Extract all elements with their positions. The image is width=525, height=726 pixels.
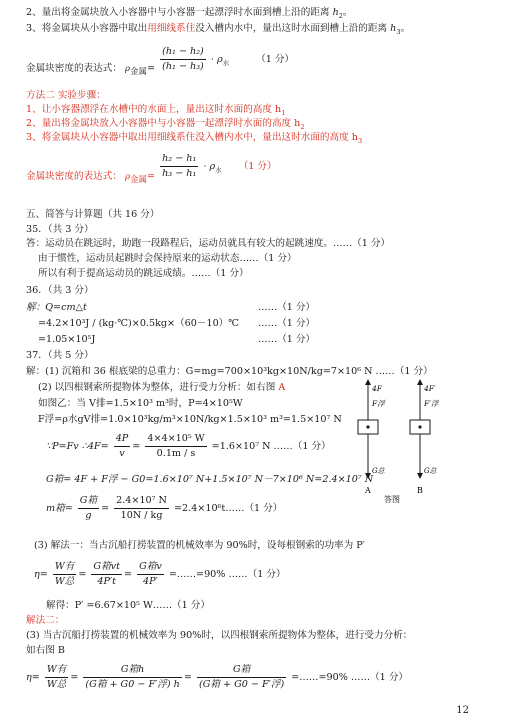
force-b-label: B bbox=[417, 486, 423, 495]
q37-line-5: ∵P=Fv ∴4F= $\frac{4P}{v}$ = $\frac{\text{4×4×10⁵ W}}{0.1m / s}$ =1.6×10⁷ N ……（1 分） bbox=[46, 433, 331, 459]
q35-heading: 35．（共 3 分） bbox=[26, 224, 94, 235]
step-3-text: 3、将金属块从小容器中取出用细线系住没入槽内水中，量出这时水面到槽上沿的距离 $h_3$。 bbox=[26, 23, 411, 36]
q35-answer-1: 答：运动员在跳远时，助跑一段路程后，运动员就具有较大的起跳速度。……（1 分） bbox=[26, 238, 391, 249]
q37-part-3-figure-ref: 如右图 B bbox=[26, 645, 65, 656]
q37-line-1: 解：(1) 沉箱和 36 根底梁的总重力：G=mg=700×10³kg×10N/kg=7×10⁶ N ……（1 分） bbox=[26, 366, 433, 377]
method-2-step-3: 3、将金属块从小容器中取出用细线系住没入槽内水中，量出这时水面的高度 $h_3$ bbox=[26, 132, 363, 145]
efficiency-formula-2: η= $\frac{\text{W有}}{\text{W总}}$ = $\frac{\text{G箱h}}{\text{(G箱 + G0 − F′浮) h}}$ = $\frac{\text{G箱}}{\text{(G箱 + G0 − F′浮)}}$ =……=90% ……（1 分） bbox=[26, 664, 409, 690]
q36-line-1-score: ……（1 分） bbox=[258, 302, 316, 313]
force-a-label: A bbox=[365, 486, 371, 495]
q36-line-2: =4.2×10³J / (kg·℃)×0.5kg×（60－10）℃ bbox=[38, 318, 240, 329]
q36-line-3-score: ……（1 分） bbox=[258, 334, 316, 345]
q35-answer-3: 所以有利于提高运动员的跳远成绩。……（1 分） bbox=[38, 268, 249, 279]
q37-line-2: (2) 以四根钢索所提物体为整体，进行受力分析：如右图 A bbox=[38, 382, 286, 393]
method-2-title: 方法二 实验步骤： bbox=[26, 90, 106, 101]
step-2-text: 2、量出将金属块放入小容器中与小容器一起漂浮时水面到槽上沿的距离 $h_2$。 bbox=[26, 7, 353, 20]
method-2-step-2: 2、量出将金属块放入小容器中与小容器一起漂浮时水面的高度 $h_2$ bbox=[26, 118, 305, 131]
method-2-step-1: 1、让小容器漂浮在水槽中的水面上，量出这时水面的高度 $h_1$ bbox=[26, 104, 286, 117]
q37-line-6: G箱= 4F + F浮 − G0=1.6×10⁷ N+1.5×10⁷ N－7×10⁶ N=2.4×10⁷ N bbox=[46, 474, 374, 485]
q36-line-1: 解：Q=cm△t bbox=[26, 302, 87, 313]
q35-answer-2: 由于惯性，运动员起跳时会保持原来的运动状态……（1 分） bbox=[38, 253, 297, 264]
section-5-heading: 五、简答与计算题（共 16 分） bbox=[26, 209, 160, 220]
solution-p-prime: 解得：P′ =6.67×10⁵ W……（1 分） bbox=[46, 600, 210, 611]
q37-heading: 37．（共 5 分） bbox=[26, 350, 94, 361]
q37-part-3-method-1: (3) 解法一：当古沉船打捞装置的机械效率为 90%时，设每根钢索的功率为 P′ bbox=[34, 540, 365, 551]
q37-line-4: F浮=ρ水gV排=1.0×10³kg/m³×10N/kg×1.5×10³ m³=1.5×10⁷ N bbox=[38, 414, 342, 425]
force-a-top: 4F bbox=[372, 384, 382, 393]
q37-line-3: 如图乙：当 V排=1.5×10³ m³时，P=4×10⁵W bbox=[38, 398, 243, 409]
method-2-label: 解法二： bbox=[26, 615, 65, 626]
force-a-bottom: G总 bbox=[372, 467, 385, 475]
force-diagram-caption: 答图 bbox=[384, 495, 400, 503]
efficiency-formula-1: η= $\frac{\text{W有}}{\text{W总}}$ = $\frac{\text{G箱vt}}{4P't}$ = $\frac{\text{G箱v}}{4P'}$ =……=90% ……（1 分） bbox=[34, 561, 286, 587]
force-b-top: 4F′ bbox=[424, 384, 436, 393]
force-b-bottom: G总 bbox=[424, 467, 437, 475]
force-diagram-a bbox=[358, 382, 386, 495]
q37-part-3-method-2: (3) 当古沉船打捞装置的机械效率为 90%时，以四根钢索所提物体为整体，进行受力分析： bbox=[26, 630, 413, 641]
q36-line-3: =1.05×10⁵J bbox=[38, 334, 96, 345]
force-b-mid: F′浮 bbox=[424, 399, 439, 408]
density-formula-2: 金属块密度的表达式： $\rho_{金属}=$ $\frac{\text{h₂ − h₁}}{\text{h₃ − h₁}}$ · $\rho_水$ （1 分） bbox=[26, 153, 277, 185]
density-formula-1: 金属块密度的表达式： $\rho_{金属}=$ $\frac{\text{(h₁ − h₂)}}{\text{(h₁ − h₃)}}$ · $\rho_水$ （1 分） bbox=[26, 46, 295, 77]
q37-line-7: m箱= $\frac{\text{G箱}}{g}$ = $\frac{\text{2.4×10⁷ N}}{10N / kg}$ =2.4×10⁶t……（1 分） bbox=[46, 495, 283, 521]
force-diagram bbox=[350, 378, 490, 503]
q36-line-2-score: ……（1 分） bbox=[258, 318, 316, 329]
page-number: 12 bbox=[456, 705, 469, 716]
force-a-mid: F浮 bbox=[372, 399, 385, 408]
force-diagram-b bbox=[410, 382, 440, 495]
q36-heading: 36．（共 3 分） bbox=[26, 285, 94, 296]
